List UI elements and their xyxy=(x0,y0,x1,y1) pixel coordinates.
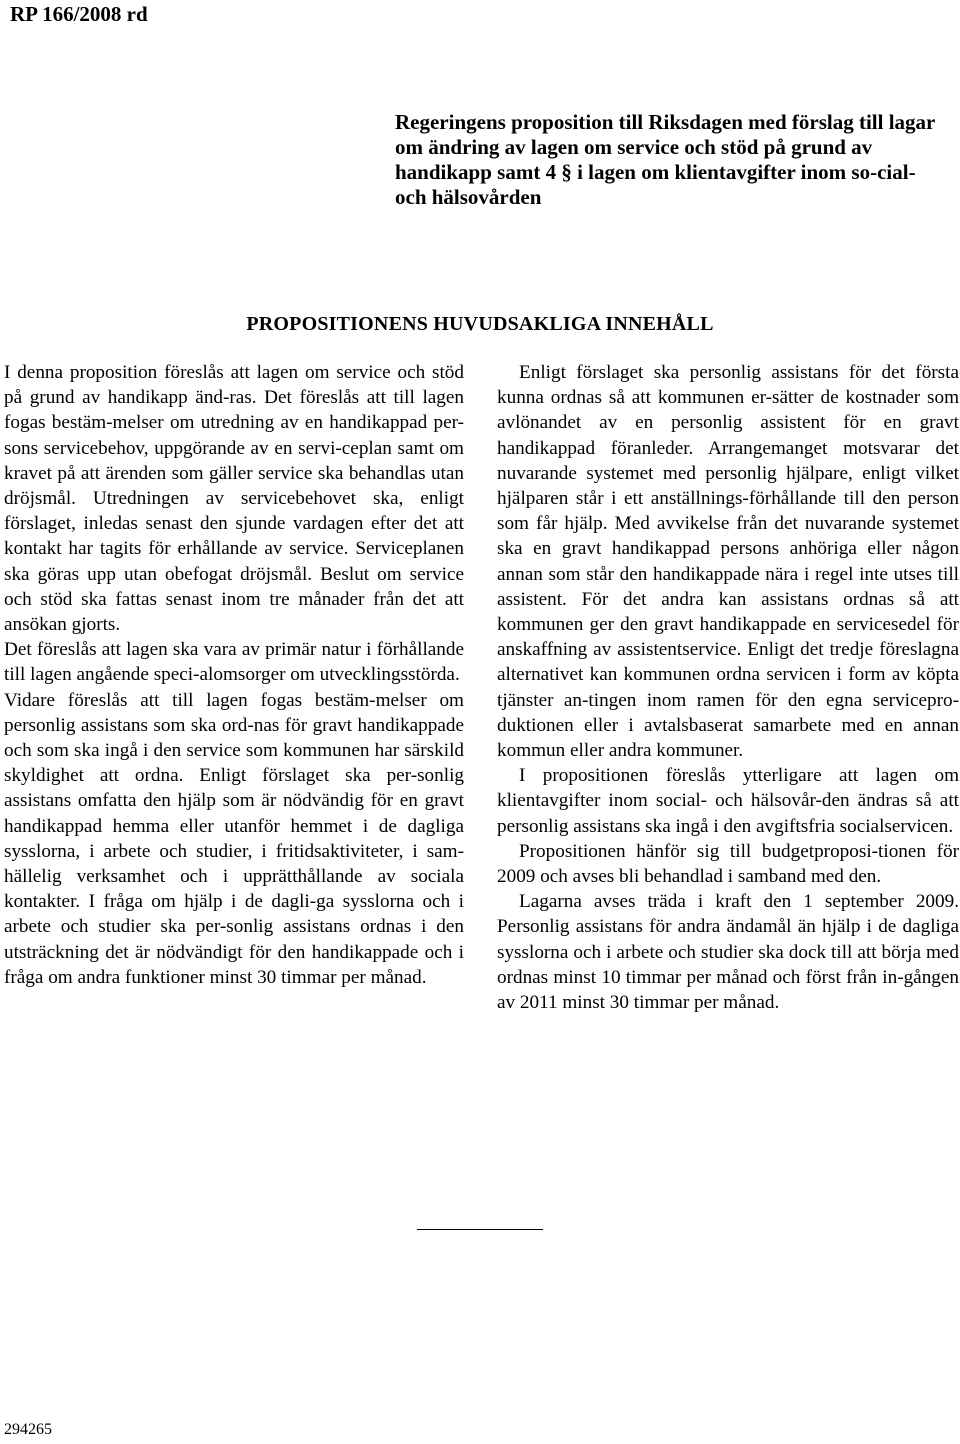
paragraph: Vidare föreslås att till lagen fogas bestäm-melser om personlig assistans som ska ord-nas för gravt handikappade och som ska ingå i den service som kommunen har särskild skyldighet att ordna. Enligt förslaget ska per-sonlig assistans omfatta den hjälp som är nödvändig för en gravt handikappad hemma eller utanför hemmet i de dagliga sysslorna, i arbete och studier, i fritidsaktiviteter, i sam-hällelig verksamhet och i upprätthållande av sociala kontakter. I fråga om hjälp i de dagli-ga sysslorna och i arbete och studier ska per-sonlig assistans ordnas i den utsträckning det är nödvändigt för den handikappade och i fråga om andra funktioner minst 30 timmar per månad. xyxy=(4,689,464,988)
paragraph: Enligt förslaget ska personlig assistans för det första kunna ordnas så att kommunen er-sätter de kostnader som avlönandet av en personlig assistent för en gravt handikappad föranleder. Arrangemanget motsvarar det nuvarande systemet med personlig hjälpare, enligt vilket hjälparen står i ett anställnings-förhållande till den person som får hjälp. Med avvikelse från det nuvarande systemet ska en gravt handikappad persons anhöriga eller någon annan som står den handikappade nära i regel inte utses till assistent. För det andra kan assistans ordnas så att kommunen ger den gravt handikappade en servicesedel för anskaffning av assistentservice. Enligt det tredje föreslagna alternativet kan kommunen ordna servicen i form av köpta tjänster an-tingen inom ramen för den egna servicepro-duktionen eller i avtalsbaserat samarbete med en annan kommun eller andra kommuner. xyxy=(497,362,959,762)
paragraph: Propositionen hänför sig till budgetproposi-tionen för 2009 och avses bli behandlad i samband med den. xyxy=(497,840,959,888)
divider xyxy=(417,1229,543,1230)
section-heading: PROPOSITIONENS HUVUDSAKLIGA INNEHÅLL xyxy=(246,313,714,335)
right-column xyxy=(497,360,959,1015)
paragraph: I propositionen föreslås ytterligare att lagen om klientavgifter inom social- och hälsovår-den ändras så att personlig assistans ska ingå i den avgiftsfria socialservicen. xyxy=(497,765,959,837)
document-title: Regeringens proposition till Riksdagen med förslag till lagar om ändring av lagen om service och stöd på grund av handikapp samt 4 § i lagen om klientavgifter inom so-cial- och hälsovården xyxy=(395,110,935,209)
paragraph: Det föreslås att lagen ska vara av primär natur i förhållande till lagen angående speci-alomsorger om utvecklingsstörda. xyxy=(4,639,464,686)
document-reference: RP 166/2008 rd xyxy=(10,2,148,26)
left-column xyxy=(4,360,464,990)
paragraph: I denna proposition föreslås att lagen om service och stöd på grund av handikapp änd-ras. Det föreslås att till lagen fogas bestäm-melser om utredning av en handikappad per-sons servicebehov, uppgörande av en servi-ceplan samt om kravet på att ärenden som gäller service ska behandlas utan dröjsmål. Utredningen av servicebehovet ska, enligt förslaget, inledas senast den sjunde vardagen efter det att kontakt har tagits för erhållande av service. Serviceplanen ska göras upp utan obefogat dröjsmål. Beslut om service och stöd ska fattas senast inom tre månader från det att ansökan gjorts. xyxy=(4,362,464,636)
document-number: 294265 xyxy=(4,1421,52,1438)
paragraph: Lagarna avses träda i kraft den 1 september 2009. Personlig assistans för andra ändamål än hjälp i de dagliga sysslorna och i arbete och studier ska dock till att börja med ordnas minst 10 timmar per månad och först från in-gången av 2011 minst 30 timmar per månad. xyxy=(497,891,959,1014)
